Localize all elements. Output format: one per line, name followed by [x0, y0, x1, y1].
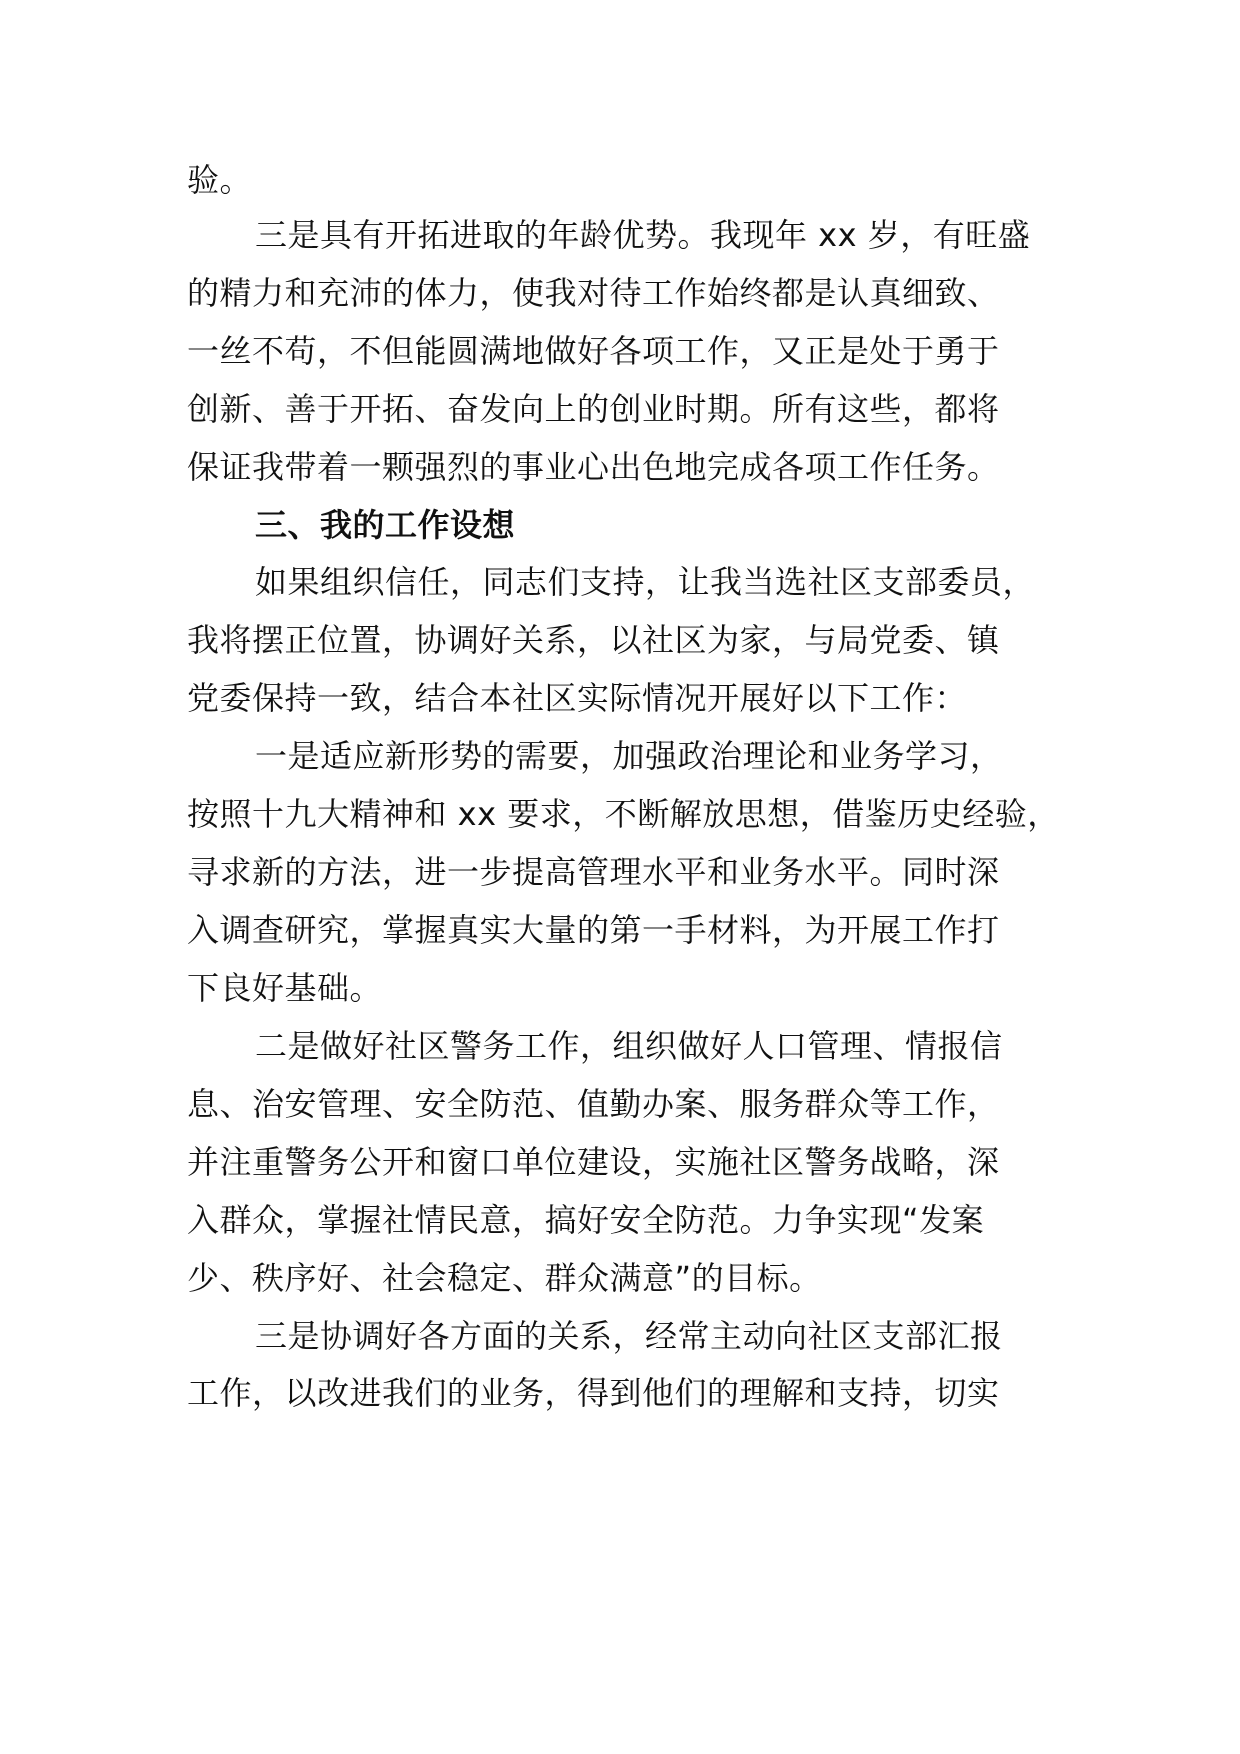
paragraph-line: 并注重警务公开和窗口单位建设，实施社区警务战略，深	[187, 1143, 1000, 1181]
paragraph-line: 一丝不苟，不但能圆满地做好各项工作，又正是处于勇于	[187, 332, 1000, 370]
paragraph-line: 验。	[187, 161, 253, 199]
paragraph-line: 如果组织信任，同志们支持，让我当选社区支部委员，	[255, 563, 1036, 601]
paragraph-line: 三是协调好各方面的关系，经常主动向社区支部汇报	[255, 1317, 1003, 1355]
paragraph-line: 下良好基础。	[187, 969, 383, 1007]
paragraph-line: 二是做好社区警务工作，组织做好人口管理、情报信	[255, 1027, 1003, 1065]
paragraph-line: 创新、善于开拓、奋发向上的创业时期。所有这些，都将	[187, 390, 1000, 428]
paragraph-line: 工作，以改进我们的业务，得到他们的理解和支持，切实	[187, 1374, 1000, 1412]
paragraph-line: 少、秩序好、社会稳定、群众满意”的目标。	[187, 1259, 822, 1297]
paragraph-line: 保证我带着一颗强烈的事业心出色地完成各项工作任务。	[187, 448, 1000, 486]
paragraph-line: 一是适应新形势的需要，加强政治理论和业务学习，	[255, 737, 1003, 775]
paragraph-line: 入群众，掌握社情民意，搞好安全防范。力争实现“发案	[187, 1201, 985, 1239]
paragraph-line: 的精力和充沛的体力，使我对待工作始终都是认真细致、	[187, 274, 1000, 312]
paragraph-line: 寻求新的方法，进一步提高管理水平和业务水平。同时深	[187, 853, 1000, 891]
paragraph-line: 我将摆正位置，协调好关系，以社区为家，与局党委、镇	[187, 621, 1000, 659]
paragraph-line: 按照十九大精神和 xx 要求，不断解放思想，借鉴历史经验，	[187, 795, 1060, 833]
paragraph-line: 入调查研究，掌握真实大量的第一手材料，为开展工作打	[187, 911, 1000, 949]
paragraph-line: 息、治安管理、安全防范、值勤办案、服务群众等工作，	[187, 1085, 1000, 1123]
paragraph-line: 三是具有开拓进取的年龄优势。我现年 xx 岁，有旺盛	[255, 216, 1031, 254]
section-heading: 三、我的工作设想	[255, 506, 516, 544]
paragraph-line: 党委保持一致，结合本社区实际情况开展好以下工作：	[187, 679, 968, 717]
